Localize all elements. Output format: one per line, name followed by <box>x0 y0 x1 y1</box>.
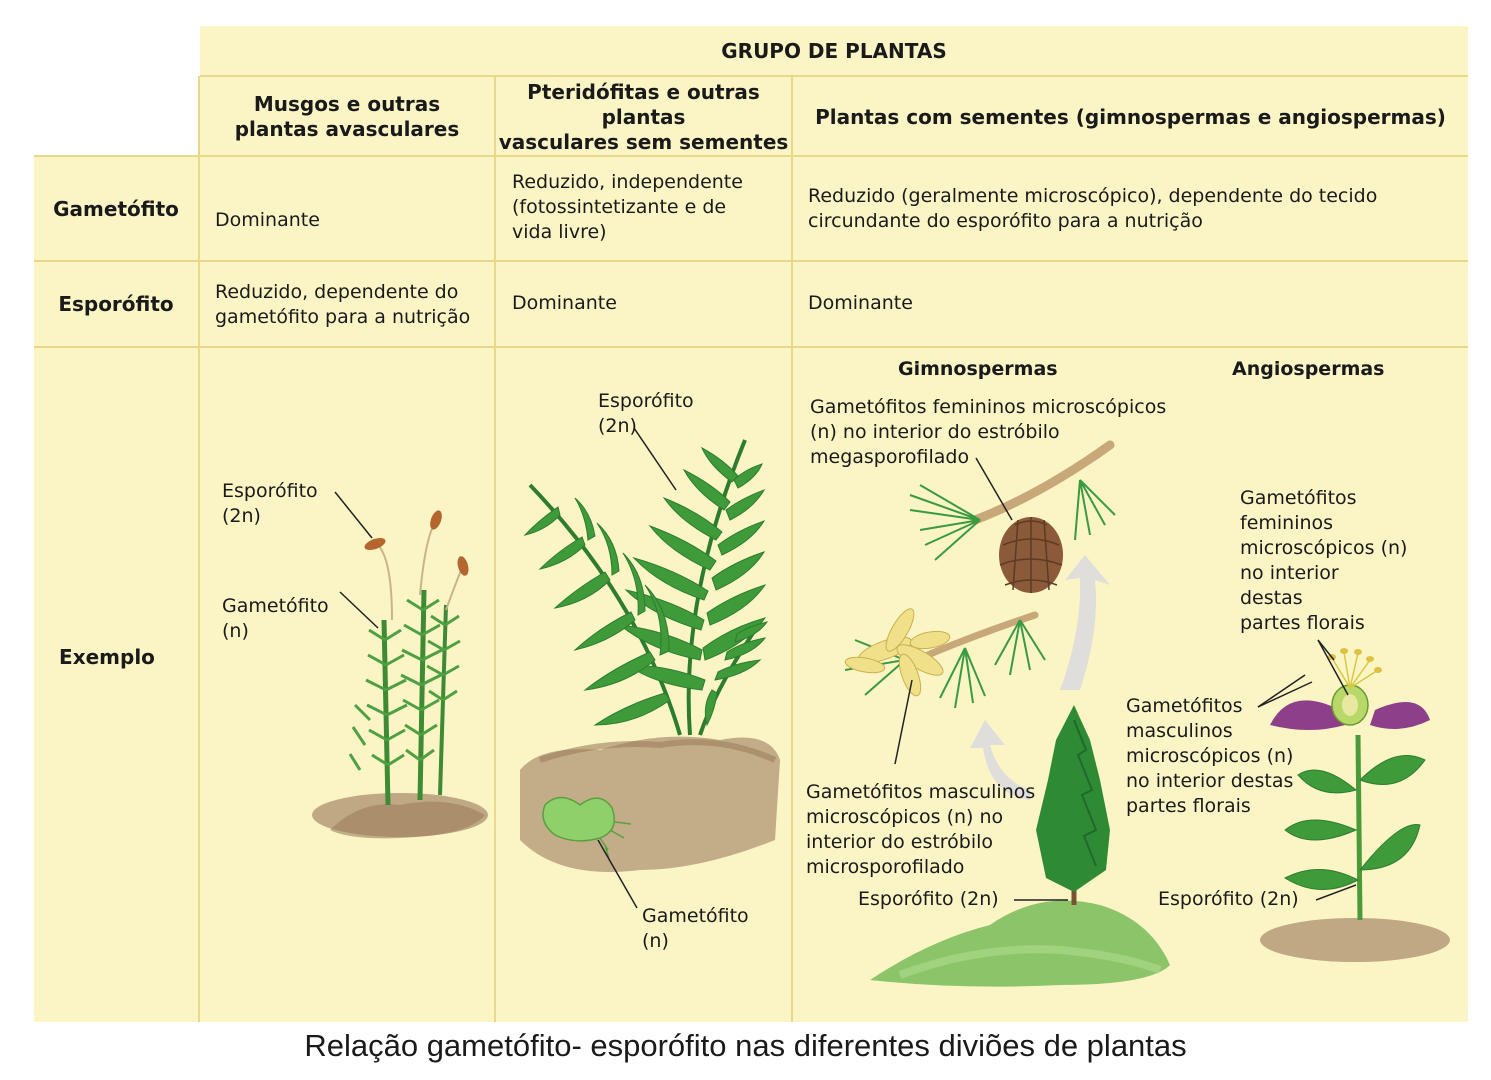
gymnosperm-male-label: Gametófitos masculinos microscópicos (n) no interior do estróbilo microsporofilado <box>806 781 1036 878</box>
gymnosperm-female-label: Gametófitos femininos microscópicos (n) no interior do estróbilo megasporofilado <box>810 396 1167 468</box>
row-header-gametophyte: Gametófito <box>53 196 179 221</box>
cell-gametophyte-pteridophytes: Reduzido, independente (fotossintetizante e de vida livre) <box>512 171 743 243</box>
fern-illustration <box>520 428 780 908</box>
gymnosperm-sporophyte-label: Esporófito (2n) <box>858 888 999 910</box>
moss-sporophyte-label: Esporófito (2n) <box>222 480 318 527</box>
angiosperm-female-label: Gametófitos femininos microscópicos (n) no interior destas partes florais <box>1240 487 1408 634</box>
group-header: GRUPO DE PLANTAS <box>721 38 947 63</box>
column-header-pteridophytes: Pteridófitas e outras plantas vasculares sem sementes <box>498 79 789 154</box>
angiosperm-title: Angiospermas <box>1232 358 1385 380</box>
gymnosperm-title: Gimnospermas <box>898 358 1058 380</box>
row-header-example: Exemplo <box>59 645 155 669</box>
fern-sporophyte-label: Esporófito (2n) <box>598 390 694 437</box>
cell-gametophyte-seed-plants: Reduzido (geralmente microscópico), dependente do tecido circundante do esporófito para a nutrição <box>808 185 1378 232</box>
cell-gametophyte-mosses: Dominante <box>215 209 320 231</box>
row-header-sporophyte: Esporófito <box>58 292 174 316</box>
column-header-mosses: Musgos e outras plantas avasculares <box>234 92 460 141</box>
angiosperm-male-label: Gametófitos masculinos microscópicos (n) no interior destas partes florais <box>1126 695 1294 817</box>
fern-gametophyte-label: Gametófito (n) <box>642 905 749 952</box>
moss-gametophyte-label: Gametófito (n) <box>222 595 329 642</box>
angiosperm-sporophyte-label: Esporófito (2n) <box>1158 888 1299 910</box>
column-header-seed-plants: Plantas com sementes (gimnospermas e angiospermas) <box>815 104 1446 129</box>
cell-sporophyte-mosses: Reduzido, dependente do gametófito para a nutrição <box>215 281 471 328</box>
moss-illustration <box>312 492 488 838</box>
figure-caption: Relação gametófito- esporófito nas diferentes diviões de plantas <box>304 1028 1187 1063</box>
cell-sporophyte-seed-plants: Dominante <box>808 292 913 314</box>
cell-sporophyte-pteridophytes: Dominante <box>512 292 617 314</box>
